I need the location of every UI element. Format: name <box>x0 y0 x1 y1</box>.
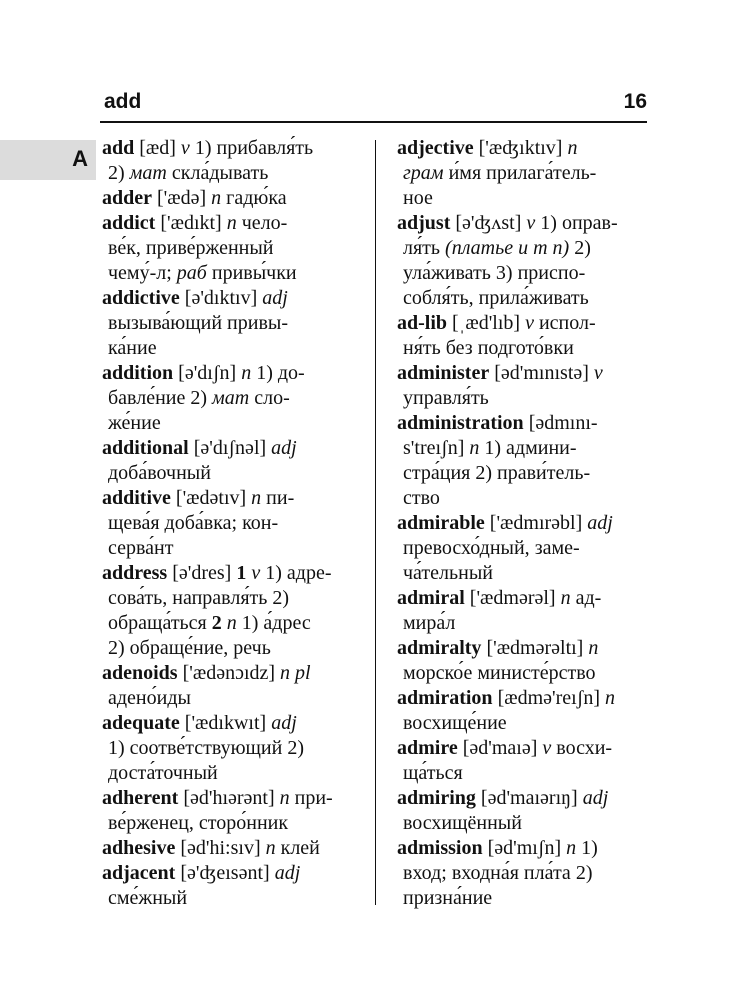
dictionary-entry <box>397 411 651 511</box>
entry-text-continuation: доба́вочный <box>108 462 211 484</box>
dictionary-entry <box>102 436 356 486</box>
header-rule <box>100 121 647 123</box>
entry-headword: adherent <box>102 787 179 809</box>
entry-text-continuation: доста́точный <box>108 762 218 784</box>
entry-headword: address <box>102 562 168 584</box>
entry-headword: adenoids <box>102 662 178 684</box>
entry-text: [ə'ʤʌst] v 1) оправ- <box>455 212 618 234</box>
entry-text: [əd'hi:sıv] n клей <box>180 837 320 859</box>
running-head-word: add <box>104 90 142 113</box>
entry-text-continuation: s'treıʃn] n 1) админи- <box>403 437 577 459</box>
entry-text-continuation: сова́ть, направля́ть 2) <box>108 587 290 609</box>
dictionary-entry <box>397 736 651 786</box>
entry-text-continuation: ве́рженец, сторо́нник <box>108 812 289 834</box>
entry-text: ['ædmərəltı] n <box>486 637 599 659</box>
entry-text-continuation: ча́тельный <box>403 562 493 584</box>
entry-text-continuation: адено́иды <box>108 687 191 709</box>
dictionary-entry <box>397 211 651 311</box>
dictionary-entry <box>397 511 651 586</box>
entry-headword: addictive <box>102 287 180 309</box>
entry-headword: additional <box>102 437 189 459</box>
entry-text-continuation: ща́ться <box>403 762 463 784</box>
entry-text: [əd'maıərıŋ] adj <box>480 787 609 809</box>
dictionary-entry <box>102 711 356 786</box>
column-divider <box>375 140 376 905</box>
right-column <box>397 136 651 911</box>
entry-text-continuation: превосхо́дный, заме- <box>403 537 580 559</box>
entry-headword: admission <box>397 837 483 859</box>
dictionary-entry <box>397 836 651 911</box>
entry-text-continuation: чему́-л; раб привы́чки <box>108 262 297 284</box>
entry-headword: admiralty <box>397 637 482 659</box>
entry-text-continuation: щева́я доба́вка; кон- <box>108 512 279 534</box>
entry-text-continuation: стра́ция 2) прави́тель- <box>403 462 591 484</box>
dictionary-entry <box>102 361 356 436</box>
entry-text-continuation: ве́к, приве́рженный <box>108 237 274 259</box>
entry-text: [əd'hıərənt] n при- <box>183 787 333 809</box>
entry-text: [ə'dıʃn] n 1) до- <box>178 362 305 384</box>
entry-text-continuation: 2) обраще́ние, речь <box>108 637 271 659</box>
entry-text-continuation: ля́ть (платье и т п) 2) <box>403 237 591 259</box>
entry-text-continuation: 2) мат скла́дывать <box>108 162 269 184</box>
dictionary-entry <box>102 786 356 836</box>
entry-text: [əd'mınıstə] v <box>494 362 603 384</box>
entry-text-continuation: восхищённый <box>403 812 522 834</box>
page-number: 16 <box>623 90 647 113</box>
entry-text-continuation: управля́ть <box>403 387 489 409</box>
entry-text-continuation: ула́живать 3) приспо- <box>403 262 586 284</box>
entry-text: [əd'maıə] v восхи- <box>462 737 613 759</box>
entry-headword: adjacent <box>102 862 176 884</box>
entry-text-continuation: ка́ние <box>108 337 157 359</box>
entry-headword: addict <box>102 212 156 234</box>
dictionary-entry <box>102 211 356 286</box>
entry-headword: administration <box>397 412 524 434</box>
entry-text-continuation: вызыва́ющий привы- <box>108 312 288 334</box>
entry-text-continuation: сме́жный <box>108 887 188 909</box>
entry-text-continuation: обраща́ться 2 n 1) а́дрес <box>108 612 311 634</box>
entry-text: [ædmə'reıʃn] n <box>497 687 616 709</box>
entry-headword: admiration <box>397 687 493 709</box>
entry-text: ['ædətıv] n пи- <box>175 487 295 509</box>
entry-text: ['ædıkt] n чело- <box>160 212 288 234</box>
entry-text: [ə'dıktıv] adj <box>184 287 288 309</box>
entry-headword: admire <box>397 737 458 759</box>
entry-headword: adjective <box>397 137 474 159</box>
dictionary-entry <box>397 786 651 836</box>
entry-text: [ədmını- <box>528 412 598 434</box>
entry-text: [əd'mıʃn] n 1) <box>487 837 598 859</box>
entry-headword: adhesive <box>102 837 176 859</box>
dictionary-entry <box>397 311 651 361</box>
entry-headword: ad-lib <box>397 312 448 334</box>
dictionary-entry <box>397 136 651 211</box>
dictionary-entry <box>102 486 356 561</box>
letter-tab <box>0 140 96 180</box>
dictionary-entry <box>102 286 356 361</box>
dictionary-entry <box>102 186 356 211</box>
entry-headword: admiral <box>397 587 465 609</box>
entry-text: ['ædmərəl] n ад- <box>469 587 602 609</box>
entry-text: [æd] v 1) прибавля́ть <box>139 137 314 159</box>
dictionary-entry <box>102 836 356 861</box>
dictionary-entry <box>397 586 651 636</box>
entry-headword: administer <box>397 362 490 384</box>
dictionary-entry <box>102 661 356 711</box>
entry-text: [ə'ʤeısənt] adj <box>180 862 301 884</box>
dictionary-entry <box>397 686 651 736</box>
entry-text-continuation: 1) соотве́тствующий 2) <box>108 737 305 759</box>
entry-headword: admirable <box>397 512 485 534</box>
entry-text-continuation: собля́ть, прила́живать <box>403 287 589 309</box>
dictionary-entry <box>397 636 651 686</box>
entry-text: ['ædıkwıt] adj <box>184 712 297 734</box>
entry-text-continuation: же́ние <box>108 412 161 434</box>
entry-text: ['æʤıktıv] n <box>478 137 578 159</box>
entry-text-continuation: мира́л <box>403 612 456 634</box>
dictionary-entry <box>102 861 356 911</box>
entry-text: ['ædə] n гадю́ка <box>157 187 287 209</box>
entry-text: ['ædmırəbl] adj <box>489 512 613 534</box>
dictionary-entry <box>102 136 356 186</box>
entry-text-continuation: грам и́мя прилага́тель- <box>403 162 597 184</box>
entry-text-continuation: серва́нт <box>108 537 174 559</box>
entry-headword: adjust <box>397 212 451 234</box>
entry-headword: additive <box>102 487 171 509</box>
entry-text-continuation: восхище́ние <box>403 712 507 734</box>
entry-text-continuation: бавле́ние 2) мат сло- <box>108 387 290 409</box>
entry-text-continuation: ство <box>403 487 440 509</box>
entry-headword: adequate <box>102 712 180 734</box>
entry-text-continuation: ное <box>403 187 433 209</box>
letter-tab-label: А <box>72 146 88 171</box>
entry-headword: addition <box>102 362 174 384</box>
dictionary-entry <box>397 361 651 411</box>
entry-headword: add <box>102 137 135 159</box>
entry-text: [ə'dres] 1 v 1) адре- <box>172 562 332 584</box>
entry-text-continuation: ня́ть без подгото́вки <box>403 337 574 359</box>
entry-headword: admiring <box>397 787 476 809</box>
entry-text-continuation: морско́е министе́рство <box>403 662 596 684</box>
dictionary-entry <box>102 561 356 661</box>
entry-text: [ˌæd'lıb] v испол- <box>452 312 596 334</box>
entry-text-continuation: призна́ние <box>403 887 493 909</box>
entry-text: [ə'dıʃnəl] adj <box>193 437 297 459</box>
entry-text-continuation: вход; входна́я пла́та 2) <box>403 862 593 884</box>
entry-text: ['ædənɔıdz] n pl <box>182 662 311 684</box>
left-column <box>102 136 356 911</box>
entry-headword: adder <box>102 187 152 209</box>
